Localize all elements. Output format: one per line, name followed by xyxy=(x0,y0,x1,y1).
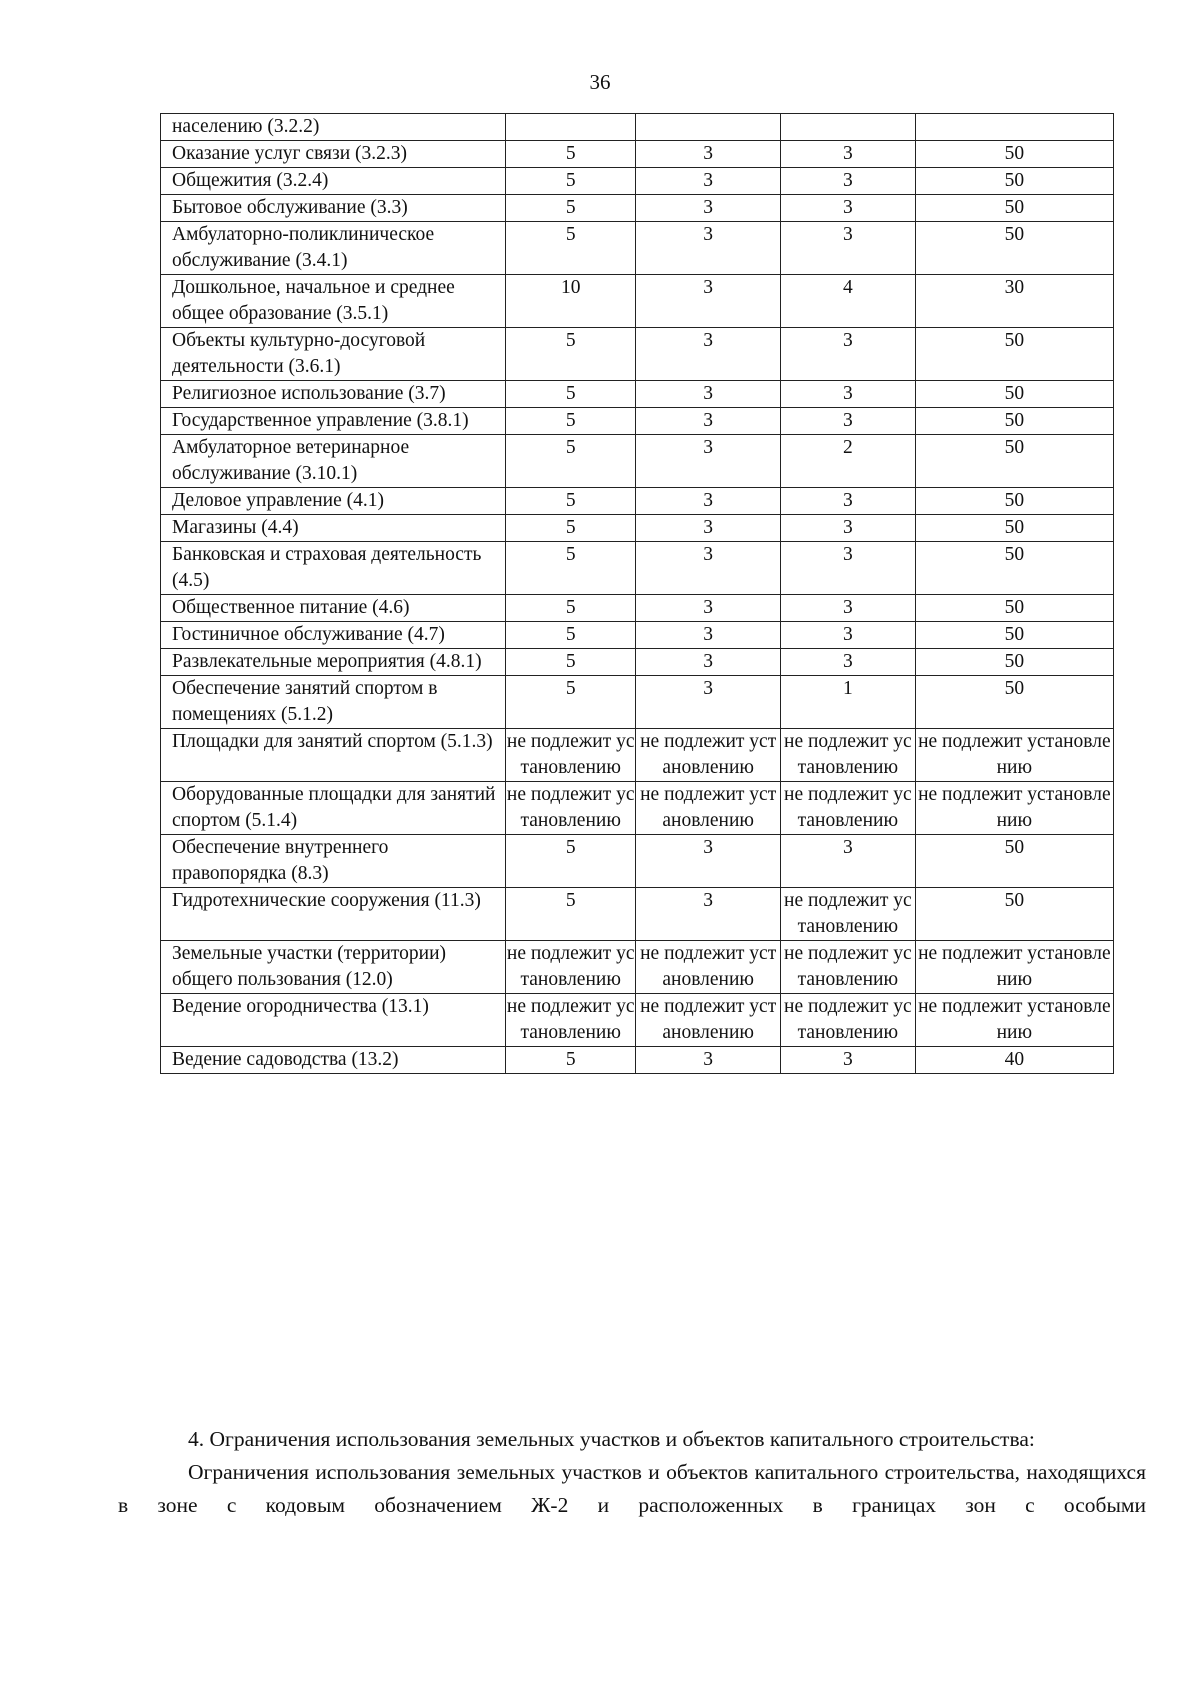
value-cell-col3 xyxy=(780,114,915,141)
table-row xyxy=(161,542,1114,595)
value-cell-col2: 3 xyxy=(636,195,781,222)
value-cell-col1: 5 xyxy=(506,488,636,515)
page-number: 36 xyxy=(589,70,611,94)
value-cell-col4: 50 xyxy=(915,888,1113,941)
value-cell-col2: 3 xyxy=(636,888,781,941)
value-cell-col3: 3 xyxy=(780,328,915,381)
land-use-name-cell: Общежития (3.2.4) xyxy=(161,168,506,195)
land-use-name-cell: Земельные участки (территории) общего пользования (12.0) xyxy=(161,941,506,994)
table-row xyxy=(161,408,1114,435)
value-cell-col4: 50 xyxy=(915,435,1113,488)
table-row xyxy=(161,141,1114,168)
value-cell-col3: 3 xyxy=(780,381,915,408)
value-cell-col2: 3 xyxy=(636,435,781,488)
value-cell-col1: не подлежит установлению xyxy=(506,782,636,835)
value-cell-col2: 3 xyxy=(636,141,781,168)
land-use-name-cell: Гидротехнические сооружения (11.3) xyxy=(161,888,506,941)
value-cell-col3: 3 xyxy=(780,168,915,195)
value-cell-col3: не подлежит установлению xyxy=(780,994,915,1047)
value-cell-col1: 5 xyxy=(506,168,636,195)
land-use-name-cell: Магазины (4.4) xyxy=(161,515,506,542)
value-cell-col4: 50 xyxy=(915,542,1113,595)
value-cell-col1: 5 xyxy=(506,1047,636,1074)
land-use-name-cell: Оказание услуг связи (3.2.3) xyxy=(161,141,506,168)
value-cell-col1: 5 xyxy=(506,622,636,649)
value-cell-col1: 5 xyxy=(506,888,636,941)
value-cell-col4: 50 xyxy=(915,622,1113,649)
value-cell-col3: 3 xyxy=(780,222,915,275)
value-cell-col4: 50 xyxy=(915,595,1113,622)
value-cell-col2: 3 xyxy=(636,622,781,649)
land-use-name-cell: Бытовое обслуживание (3.3) xyxy=(161,195,506,222)
value-cell-col2: 3 xyxy=(636,222,781,275)
table-row xyxy=(161,729,1114,782)
value-cell-col4: 50 xyxy=(915,328,1113,381)
value-cell-col1: 5 xyxy=(506,408,636,435)
land-use-name-cell: Площадки для занятий спортом (5.1.3) xyxy=(161,729,506,782)
value-cell-col4: 50 xyxy=(915,222,1113,275)
table-row xyxy=(161,275,1114,328)
land-use-name-cell: Государственное управление (3.8.1) xyxy=(161,408,506,435)
body-paragraph: Ограничения использования земельных участков и объектов капитального строительства, находящихся в зоне с кодовым обозначением Ж-2 и расположенных в границах зон с особыми xyxy=(118,1460,1146,1517)
value-cell-col1: 5 xyxy=(506,595,636,622)
regulations-table xyxy=(160,113,1114,1074)
land-use-name-cell: Развлекательные мероприятия (4.8.1) xyxy=(161,649,506,676)
value-cell-col2: не подлежит установлению xyxy=(636,729,781,782)
table-row xyxy=(161,941,1114,994)
value-cell-col1: 5 xyxy=(506,141,636,168)
land-use-name-cell: Религиозное использование (3.7) xyxy=(161,381,506,408)
land-use-name-cell: Ведение садоводства (13.2) xyxy=(161,1047,506,1074)
value-cell-col3: 3 xyxy=(780,1047,915,1074)
value-cell-col4: не подлежит установлению xyxy=(915,782,1113,835)
value-cell-col2: 3 xyxy=(636,275,781,328)
value-cell-col3: 3 xyxy=(780,515,915,542)
value-cell-col1: 5 xyxy=(506,195,636,222)
value-cell-col4: 50 xyxy=(915,488,1113,515)
value-cell-col2: 3 xyxy=(636,381,781,408)
value-cell-col3: 3 xyxy=(780,408,915,435)
value-cell-col4 xyxy=(915,114,1113,141)
value-cell-col1 xyxy=(506,114,636,141)
value-cell-col4: 40 xyxy=(915,1047,1113,1074)
value-cell-col1: 5 xyxy=(506,381,636,408)
table-row xyxy=(161,168,1114,195)
value-cell-col3: 3 xyxy=(780,488,915,515)
value-cell-col4: 50 xyxy=(915,408,1113,435)
table-row xyxy=(161,1047,1114,1074)
value-cell-col2: 3 xyxy=(636,515,781,542)
table-row xyxy=(161,835,1114,888)
value-cell-col1: 5 xyxy=(506,542,636,595)
value-cell-col4: 50 xyxy=(915,141,1113,168)
value-cell-col4: не подлежит установлению xyxy=(915,941,1113,994)
value-cell-col2: 3 xyxy=(636,649,781,676)
table-row xyxy=(161,622,1114,649)
table-row xyxy=(161,435,1114,488)
value-cell-col3: 3 xyxy=(780,835,915,888)
value-cell-col3: 3 xyxy=(780,622,915,649)
land-use-name-cell: Амбулаторное ветеринарное обслуживание (3.10.1) xyxy=(161,435,506,488)
value-cell-col3: 3 xyxy=(780,195,915,222)
value-cell-col1: не подлежит установлению xyxy=(506,994,636,1047)
value-cell-col4: не подлежит установлению xyxy=(915,994,1113,1047)
value-cell-col1: 5 xyxy=(506,222,636,275)
table-row xyxy=(161,222,1114,275)
value-cell-col3: не подлежит установлению xyxy=(780,729,915,782)
table-body xyxy=(161,114,1114,1074)
table-row xyxy=(161,888,1114,941)
table-row xyxy=(161,114,1114,141)
value-cell-col2: 3 xyxy=(636,595,781,622)
value-cell-col4: 50 xyxy=(915,168,1113,195)
land-use-name-cell: Обеспечение занятий спортом в помещениях (5.1.2) xyxy=(161,676,506,729)
table-row xyxy=(161,195,1114,222)
value-cell-col4: 50 xyxy=(915,381,1113,408)
value-cell-col4: 50 xyxy=(915,195,1113,222)
value-cell-col2: 3 xyxy=(636,676,781,729)
table-row xyxy=(161,994,1114,1047)
value-cell-col2: не подлежит установлению xyxy=(636,782,781,835)
land-use-name-cell: Дошкольное, начальное и среднее общее образование (3.5.1) xyxy=(161,275,506,328)
value-cell-col2: 3 xyxy=(636,835,781,888)
value-cell-col2 xyxy=(636,114,781,141)
value-cell-col4: 50 xyxy=(915,515,1113,542)
value-cell-col3: 2 xyxy=(780,435,915,488)
land-use-name-cell: Амбулаторно-поликлиническое обслуживание (3.4.1) xyxy=(161,222,506,275)
value-cell-col2: не подлежит установлению xyxy=(636,941,781,994)
table-row xyxy=(161,515,1114,542)
value-cell-col4: 50 xyxy=(915,649,1113,676)
land-use-name-cell: населению (3.2.2) xyxy=(161,114,506,141)
value-cell-col2: 3 xyxy=(636,488,781,515)
land-use-name-cell: Объекты культурно-досуговой деятельности (3.6.1) xyxy=(161,328,506,381)
value-cell-col1: 5 xyxy=(506,649,636,676)
value-cell-col2: 3 xyxy=(636,542,781,595)
land-use-name-cell: Деловое управление (4.1) xyxy=(161,488,506,515)
table-row xyxy=(161,595,1114,622)
value-cell-col4: не подлежит установлению xyxy=(915,729,1113,782)
value-cell-col4: 50 xyxy=(915,835,1113,888)
value-cell-col1: 5 xyxy=(506,676,636,729)
land-use-name-cell: Оборудованные площадки для занятий спортом (5.1.4) xyxy=(161,782,506,835)
table-row xyxy=(161,649,1114,676)
value-cell-col3: 3 xyxy=(780,542,915,595)
value-cell-col3: 4 xyxy=(780,275,915,328)
land-use-name-cell: Общественное питание (4.6) xyxy=(161,595,506,622)
value-cell-col2: 3 xyxy=(636,328,781,381)
value-cell-col3: 3 xyxy=(780,649,915,676)
value-cell-col4: 30 xyxy=(915,275,1113,328)
land-use-name-cell: Гостиничное обслуживание (4.7) xyxy=(161,622,506,649)
table-row xyxy=(161,381,1114,408)
land-use-name-cell: Банковская и страховая деятельность (4.5) xyxy=(161,542,506,595)
table-row xyxy=(161,328,1114,381)
land-use-name-cell: Ведение огородничества (13.1) xyxy=(161,994,506,1047)
value-cell-col3: не подлежит установлению xyxy=(780,782,915,835)
value-cell-col1: 5 xyxy=(506,515,636,542)
value-cell-col1: 10 xyxy=(506,275,636,328)
table-row xyxy=(161,488,1114,515)
table-row xyxy=(161,782,1114,835)
value-cell-col2: 3 xyxy=(636,168,781,195)
value-cell-col1: не подлежит установлению xyxy=(506,941,636,994)
value-cell-col3: 3 xyxy=(780,141,915,168)
value-cell-col4: 50 xyxy=(915,676,1113,729)
value-cell-col1: не подлежит установлению xyxy=(506,729,636,782)
value-cell-col2: 3 xyxy=(636,1047,781,1074)
land-use-name-cell: Обеспечение внутреннего правопорядка (8.3) xyxy=(161,835,506,888)
value-cell-col3: не подлежит установлению xyxy=(780,888,915,941)
value-cell-col2: 3 xyxy=(636,408,781,435)
value-cell-col3: 3 xyxy=(780,595,915,622)
value-cell-col1: 5 xyxy=(506,435,636,488)
value-cell-col1: 5 xyxy=(506,328,636,381)
value-cell-col1: 5 xyxy=(506,835,636,888)
section-heading-paragraph: 4. Ограничения использования земельных участков и объектов капитального строительства: xyxy=(188,1427,1035,1451)
value-cell-col3: 1 xyxy=(780,676,915,729)
value-cell-col3: не подлежит установлению xyxy=(780,941,915,994)
value-cell-col2: не подлежит установлению xyxy=(636,994,781,1047)
table-row xyxy=(161,676,1114,729)
